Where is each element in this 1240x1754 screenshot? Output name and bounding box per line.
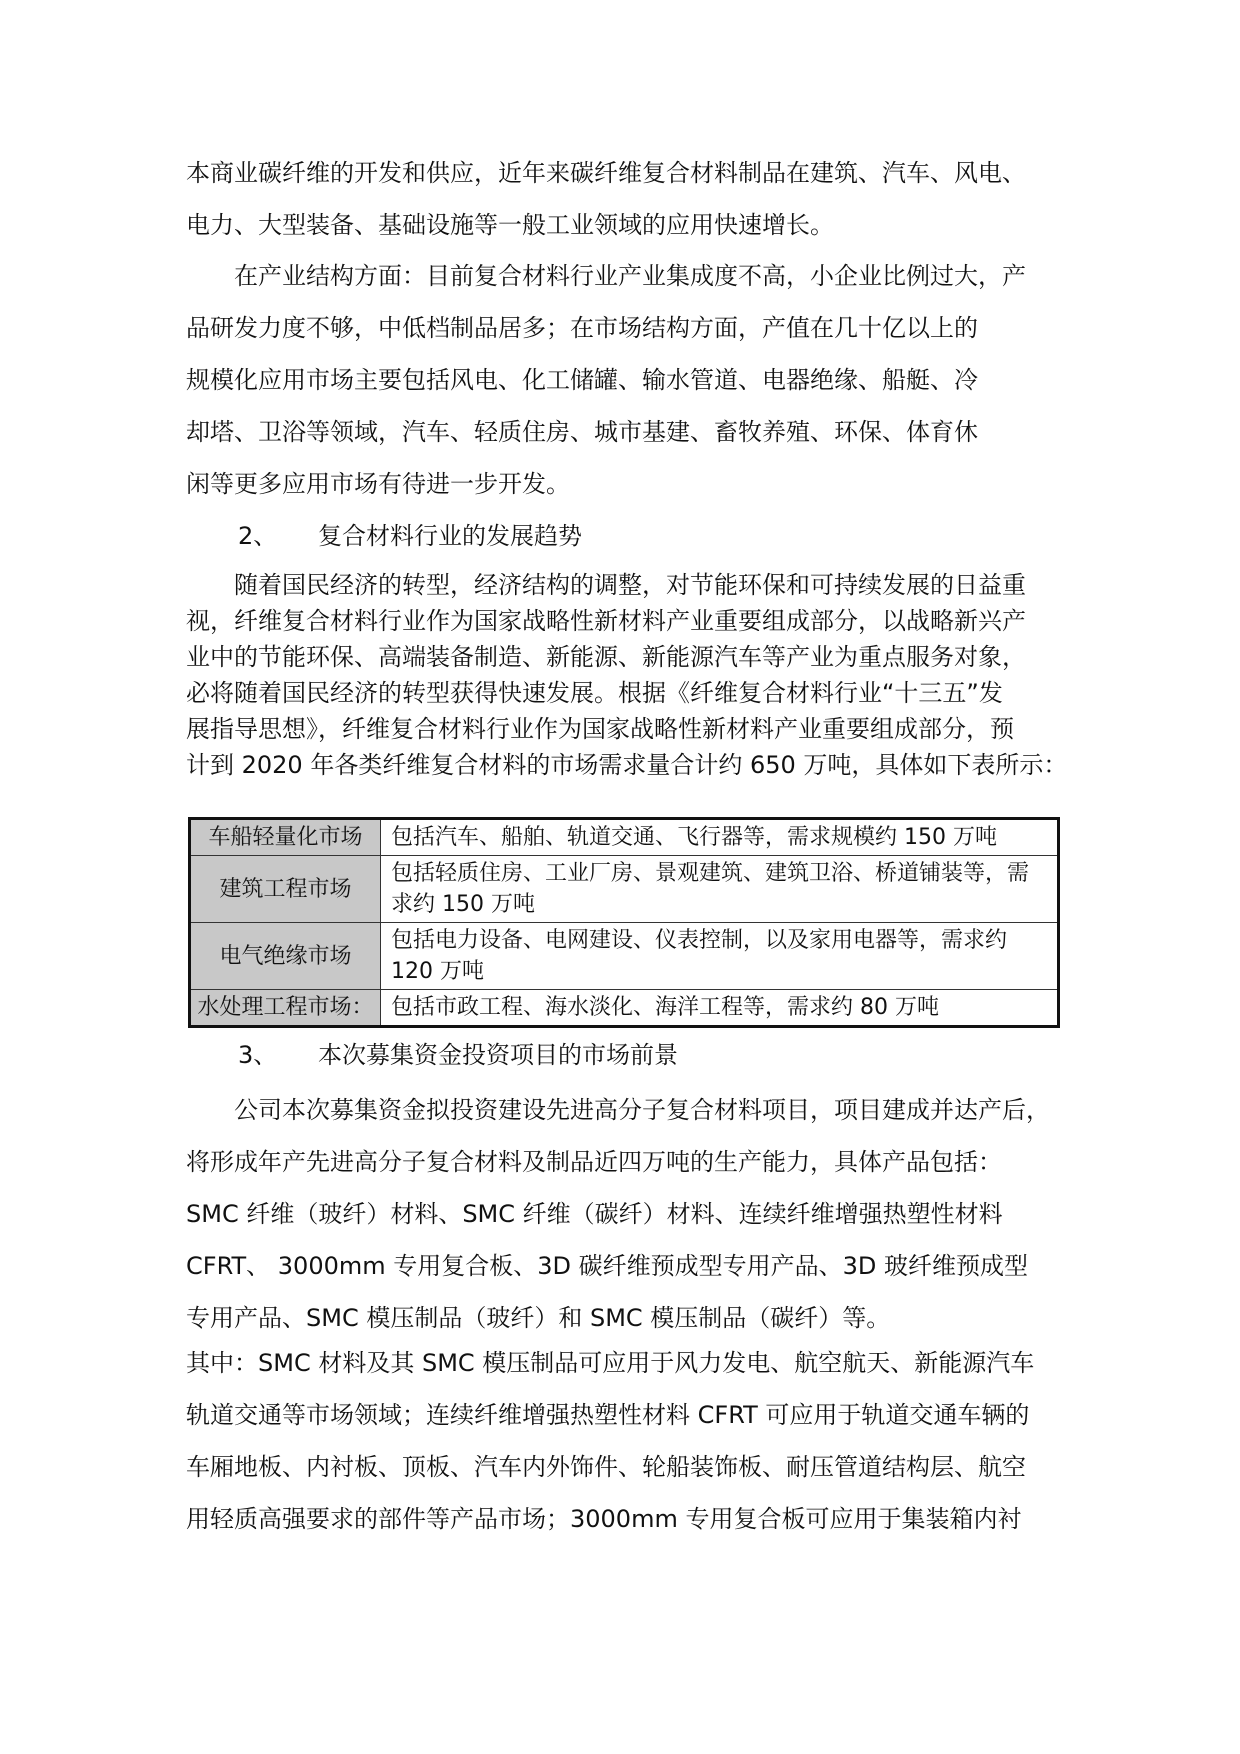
table-row bbox=[190, 819, 1059, 856]
description-line: 求约 150 万吨 bbox=[391, 892, 535, 917]
text-line: 用轻质高强要求的部件等产品市场；3000mm 专用复合板可应用于集装箱内衬 bbox=[186, 1505, 1022, 1533]
text-line: 轨道交通等市场领域；连续纤维增强热塑性材料 CFRT 可应用于轨道交通车辆的 bbox=[186, 1401, 1030, 1429]
description-line: 包括市政工程、海水淡化、海洋工程等，需求约 80 万吨 bbox=[391, 995, 939, 1020]
text-line: 规模化应用市场主要包括风电、化工储罐、输水管道、电器绝缘、船艇、冷 bbox=[186, 366, 978, 394]
text-line: CFRT、 3000mm 专用复合板、3D 碳纤维预成型专用产品、3D 玻纤维预成型 bbox=[186, 1252, 1029, 1280]
description-line: 包括轻质住房、工业厂房、景观建筑、建筑卫浴、桥道铺装等，需 bbox=[391, 861, 1030, 886]
market-description bbox=[381, 856, 1059, 923]
industry-structure-paragraph bbox=[186, 250, 1066, 510]
section-number: 3、 bbox=[238, 1041, 278, 1069]
trend-paragraph bbox=[186, 567, 1066, 783]
text-line: 计到 2020 年各类纤维复合材料的市场需求量合计约 650 万吨，具体如下表所示： bbox=[186, 751, 1068, 779]
text-line: 在产业结构方面：目前复合材料行业产业集成度不高，小企业比例过大，产 bbox=[234, 262, 1026, 290]
table-row bbox=[190, 990, 1059, 1027]
section-2-heading bbox=[238, 516, 582, 556]
section-title: 复合材料行业的发展趋势 bbox=[318, 522, 582, 550]
text-line: 专用产品、SMC 模压制品（玻纤）和 SMC 模压制品（碳纤）等。 bbox=[186, 1304, 891, 1332]
text-line: 品研发力度不够，中低档制品居多；在市场结构方面，产值在几十亿以上的 bbox=[186, 314, 978, 342]
market-category: 建筑工程市场 bbox=[190, 856, 381, 923]
section-title: 本次募集资金投资项目的市场前景 bbox=[318, 1041, 678, 1069]
description-line: 120 万吨 bbox=[391, 959, 484, 984]
text-line: 车厢地板、内衬板、顶板、汽车内外饰件、轮船装饰板、耐压管道结构层、航空 bbox=[186, 1453, 1026, 1481]
intro-paragraph bbox=[186, 147, 1066, 251]
text-line: 展指导思想》，纤维复合材料行业作为国家战略性新材料产业重要组成部分，预 bbox=[186, 715, 1014, 743]
text-line: 必将随着国民经济的转型获得快速发展。根据《纤维复合材料行业“十三五”发 bbox=[186, 679, 1003, 707]
market-category: 电气绝缘市场 bbox=[190, 923, 381, 990]
market-description bbox=[381, 819, 1059, 856]
market-description bbox=[381, 923, 1059, 990]
text-line: 视，纤维复合材料行业作为国家战略性新材料产业重要组成部分，以战略新兴产 bbox=[186, 607, 1026, 635]
market-demand-table bbox=[188, 817, 1060, 1028]
market-category: 车船轻量化市场 bbox=[190, 819, 381, 856]
text-line: 本商业碳纤维的开发和供应，近年来碳纤维复合材料制品在建筑、汽车、风电、 bbox=[186, 159, 1026, 187]
market-description bbox=[381, 990, 1059, 1027]
text-line: 却塔、卫浴等领域，汽车、轻质住房、城市基建、畜牧养殖、环保、体育休 bbox=[186, 418, 978, 446]
section-number: 2、 bbox=[238, 522, 278, 550]
table-row bbox=[190, 923, 1059, 990]
section-3-heading bbox=[238, 1035, 678, 1075]
text-line: 电力、大型装备、基础设施等一般工业领域的应用快速增长。 bbox=[186, 211, 834, 239]
text-line: 将形成年产先进高分子复合材料及制品近四万吨的生产能力，具体产品包括： bbox=[186, 1148, 1002, 1176]
description-line: 包括电力设备、电网建设、仪表控制，以及家用电器等，需求约 bbox=[391, 928, 1008, 953]
text-line: SMC 纤维（玻纤）材料、SMC 纤维（碳纤）材料、连续纤维增强热塑性材料 bbox=[186, 1200, 1003, 1228]
project-paragraph bbox=[186, 1084, 1066, 1344]
applications-paragraph bbox=[186, 1337, 1066, 1545]
table-row bbox=[190, 856, 1059, 923]
text-line: 随着国民经济的转型，经济结构的调整，对节能环保和可持续发展的日益重 bbox=[234, 571, 1026, 599]
text-line: 其中：SMC 材料及其 SMC 模压制品可应用于风力发电、航空航天、新能源汽车 bbox=[186, 1349, 1035, 1377]
market-category: 水处理工程市场： bbox=[190, 990, 381, 1027]
text-line: 公司本次募集资金拟投资建设先进高分子复合材料项目，项目建成并达产后， bbox=[234, 1096, 1050, 1124]
text-line: 闲等更多应用市场有待进一步开发。 bbox=[186, 470, 570, 498]
description-line: 包括汽车、船舶、轨道交通、飞行器等，需求规模约 150 万吨 bbox=[391, 825, 997, 850]
text-line: 业中的节能环保、高端装备制造、新能源、新能源汽车等产业为重点服务对象， bbox=[186, 643, 1026, 671]
